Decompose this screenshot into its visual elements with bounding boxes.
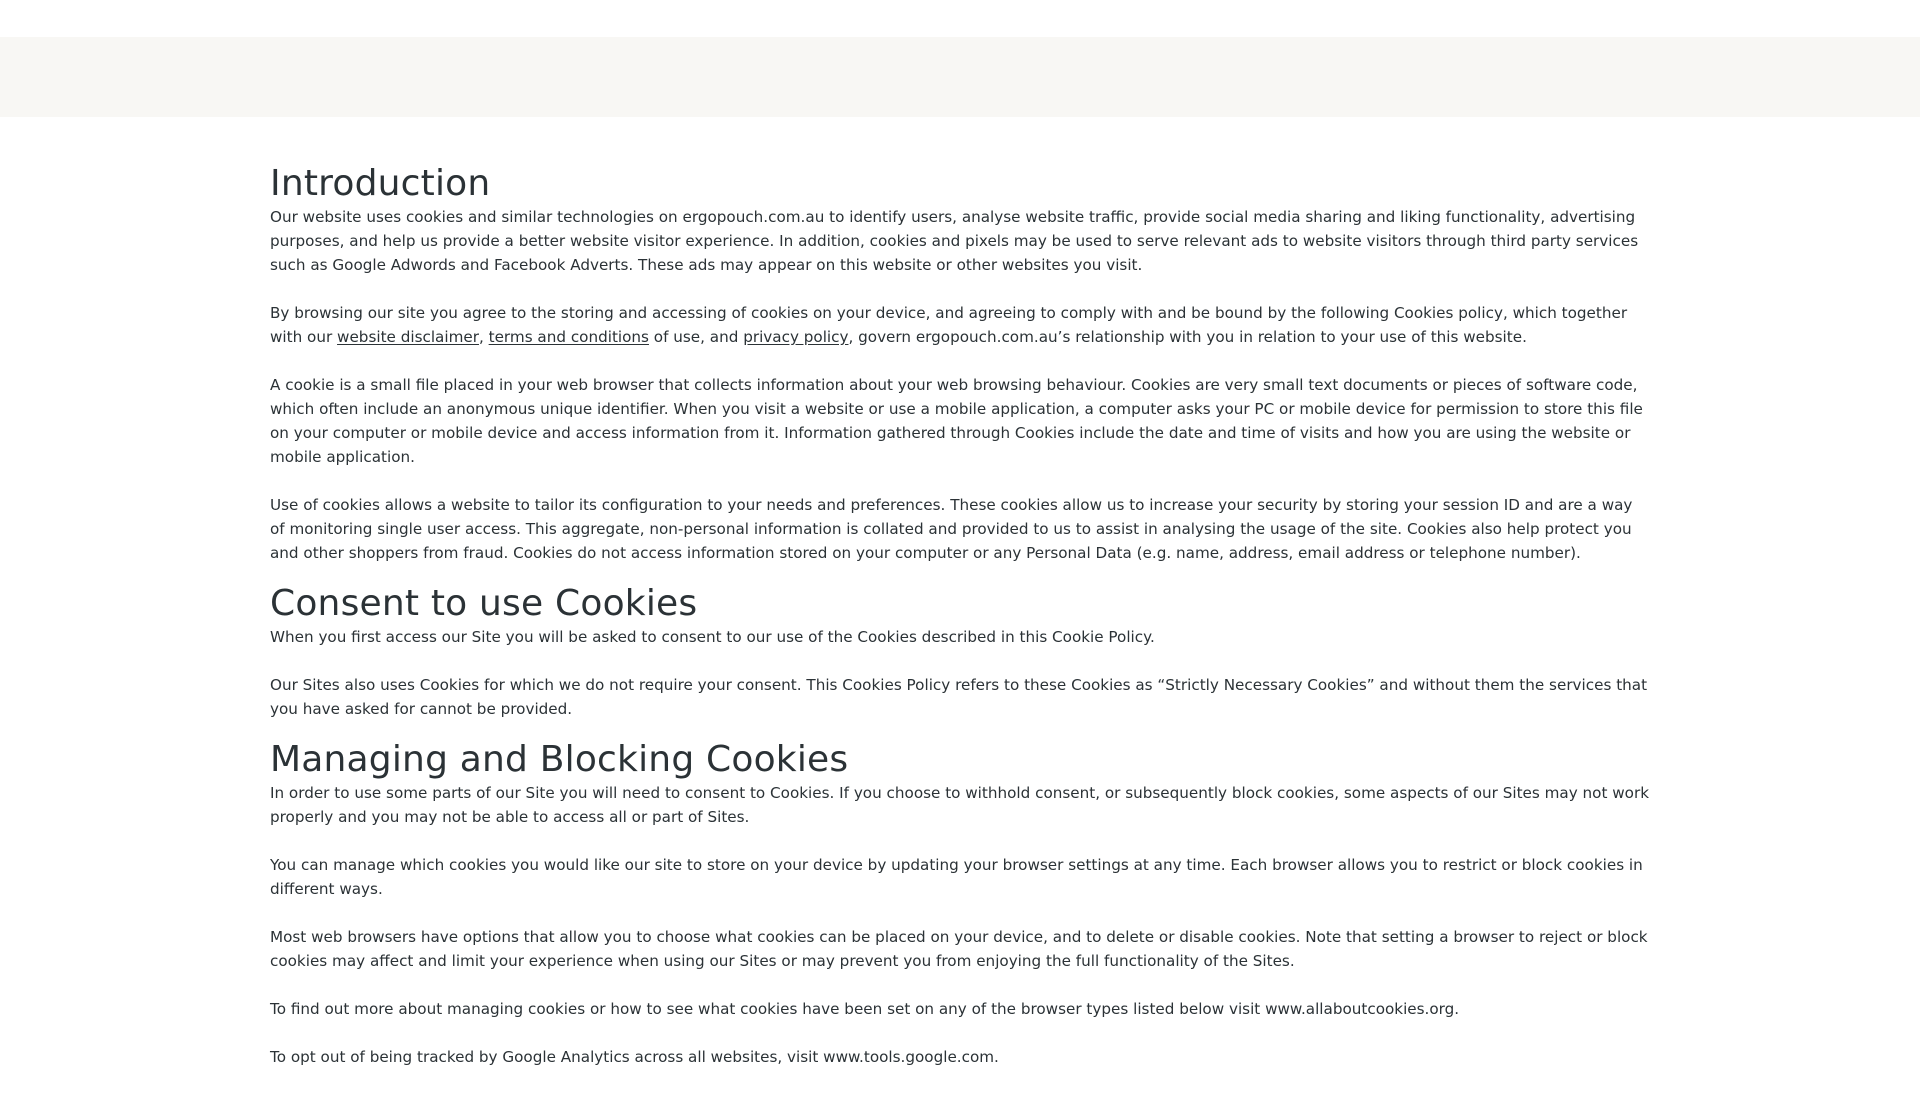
cookie-policy-content: [270, 163, 1650, 1093]
intro-paragraph-4: Use of cookies allows a website to tailor its configuration to your needs and preferences. These cookies allow us to increase your security by storing your session ID and are a way of monitoring single user access. This aggregate, non-personal information is collated and provided to us to assist in analysing the usage of the site. Cookies also help protect you and other shoppers from fraud. Cookies do not access information stored on your computer or any Personal Data (e.g. name, address, email address or telephone number).: [270, 496, 1633, 562]
heading-managing-blocking: Managing and Blocking Cookies: [270, 739, 849, 780]
intro-p2-separator: ,: [478, 328, 489, 346]
intro-paragraph-2: [270, 301, 1650, 349]
top-strip: [0, 0, 1920, 37]
managing-paragraph-3: Most web browsers have options that allow you to choose what cookies can be placed on your device, and to delete or disable cookies. Note that setting a browser to reject or block cookies may affect and limit your experience when using our Sites or may prevent you from enjoying the full functionality of the Sites.: [270, 928, 1648, 970]
header-band: [0, 37, 1920, 117]
consent-paragraph-1: When you first access our Site you will be asked to consent to our use of the Cookies described in this Cookie Policy.: [270, 628, 1155, 646]
intro-paragraph-1: Our website uses cookies and similar technologies on ergopouch.com.au to identify users, analyse website traffic, provide social media sharing and liking functionality, advertising purposes, and help us provide a better website visitor experience. In addition, cookies and pixels may be used to serve relevant ads to website visitors through third party services such as Google Adwords and Facebook Adverts. These ads may appear on this website or other websites you visit.: [270, 208, 1639, 274]
intro-p2-text-before: By browsing our site you agree to the storing and accessing of cookies on your device, and agreeing to comply with and be bound by the following Cookies policy, which together with our: [270, 304, 1628, 346]
section-introduction: [270, 163, 1650, 565]
consent-paragraph-2: Our Sites also uses Cookies for which we do not require your consent. This Cookies Policy refers to these Cookies as “Strictly Necessary Cookies” and without them the services that you have asked for cannot be provided.: [270, 676, 1648, 718]
privacy-policy-link[interactable]: privacy policy: [743, 328, 849, 346]
heading-introduction: Introduction: [270, 163, 491, 204]
terms-and-conditions-link[interactable]: terms and conditions: [488, 328, 649, 346]
section-managing-blocking: [270, 739, 1650, 1069]
managing-paragraph-2: You can manage which cookies you would like our site to store on your device by updating your browser settings at any time. Each browser allows you to restrict or block cookies in different ways.: [270, 856, 1643, 898]
managing-paragraph-4: To find out more about managing cookies or how to see what cookies have been set on any of the browser types listed below visit www.allaboutcookies.org.: [270, 1000, 1460, 1018]
website-disclaimer-link[interactable]: website disclaimer: [337, 328, 479, 346]
intro-p2-text-after: , govern ergopouch.com.au’s relationship with you in relation to your use of this website.: [848, 328, 1527, 346]
heading-consent: Consent to use Cookies: [270, 583, 698, 624]
section-consent: [270, 583, 1650, 721]
intro-p2-text-mid: of use, and: [648, 328, 744, 346]
managing-paragraph-1: In order to use some parts of our Site you will need to consent to Cookies. If you choose to withhold consent, or subsequently block cookies, some aspects of our Sites may not work properly and you may not be able to access all or part of Sites.: [270, 784, 1650, 826]
intro-paragraph-3: A cookie is a small file placed in your web browser that collects information about your web browsing behaviour. Cookies are very small text documents or pieces of software code, which often include an anonymous unique identifier. When you visit a website or use a mobile application, a computer asks your PC or mobile device for permission to store this file on your computer or mobile device and access information from it. Information gathered through Cookies include the date and time of visits and how you are using the website or mobile application.: [270, 376, 1643, 466]
managing-paragraph-5: To opt out of being tracked by Google Analytics across all websites, visit www.tools.google.com.: [270, 1048, 999, 1066]
